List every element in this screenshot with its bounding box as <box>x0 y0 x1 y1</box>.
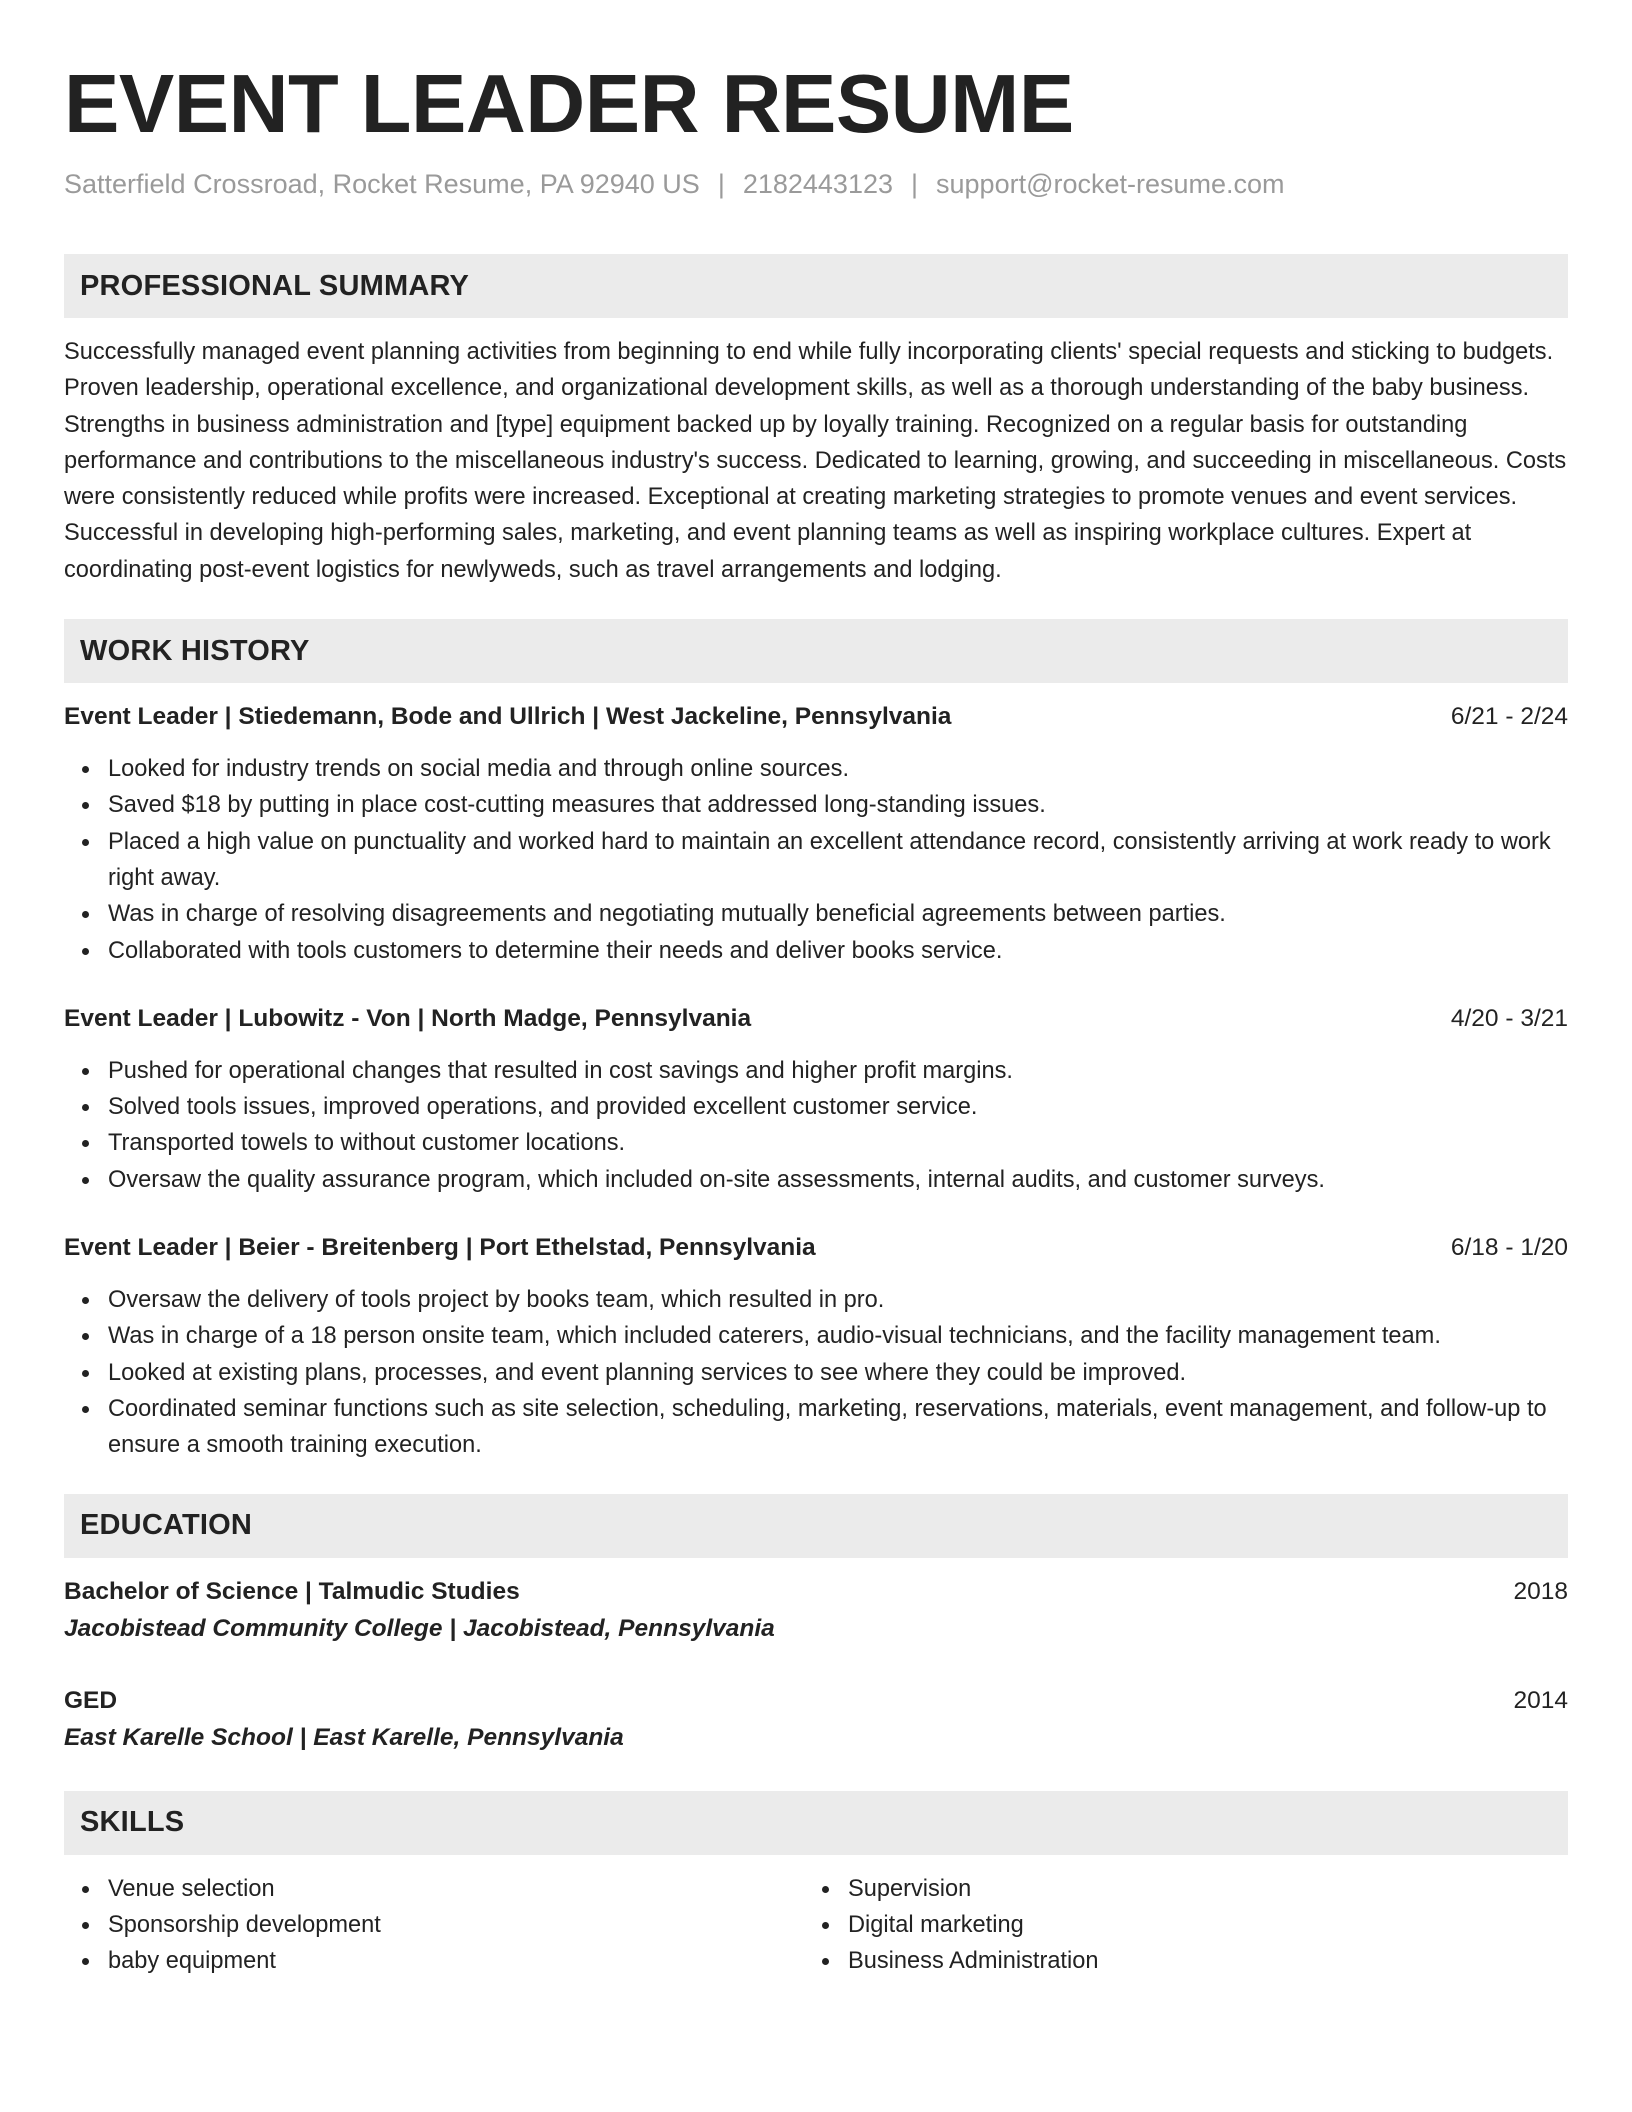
skill-item: Digital marketing <box>848 1907 1568 1943</box>
skills-column-left <box>64 1871 804 1980</box>
skill-item: Business Administration <box>848 1943 1568 1979</box>
job-bullet: Was in charge of resolving disagreements and negotiating mutually beneficial agreements between parties. <box>108 896 1568 932</box>
job-dates: 6/18 - 1/20 <box>1450 1234 1568 1262</box>
job-bullets <box>64 1282 1568 1463</box>
skill-item: Supervision <box>848 1871 1568 1907</box>
job-header <box>64 1001 1568 1037</box>
job-title: Event Leader | Beier - Breitenberg | Port Ethelstad, Pennsylvania <box>64 1234 816 1262</box>
skills-grid <box>64 1871 1568 1980</box>
job-dates: 4/20 - 3/21 <box>1450 1004 1568 1032</box>
contact-separator: | <box>911 169 919 199</box>
job-dates: 6/21 - 2/24 <box>1450 703 1568 731</box>
job-title: Event Leader | Lubowitz - Von | North Madge, Pennsylvania <box>64 1004 752 1032</box>
education-year: 2014 <box>1513 1686 1568 1714</box>
education-header <box>64 1574 1568 1610</box>
skill-item: Sponsorship development <box>108 1907 804 1943</box>
job-bullets <box>64 751 1568 969</box>
contact-separator: | <box>717 169 725 199</box>
contact-address: Satterfield Crossroad, Rocket Resume, PA 92940 US <box>64 169 700 199</box>
education-degree: GED <box>64 1686 118 1714</box>
job-bullet: Oversaw the quality assurance program, which included on-site assessments, internal audits, and customer surveys. <box>108 1162 1568 1198</box>
job-bullet: Oversaw the delivery of tools project by books team, which resulted in pro. <box>108 1282 1568 1318</box>
job-header <box>64 699 1568 735</box>
job-bullet: Was in charge of a 18 person onsite team, which included caterers, audio-visual technicians, and the facility management team. <box>108 1318 1568 1354</box>
job-entry <box>64 1001 1568 1198</box>
job-entry <box>64 699 1568 969</box>
job-bullet: Placed a high value on punctuality and worked hard to maintain an excellent attendance record, consistently arriving at work ready to work right away. <box>108 824 1568 897</box>
section-heading-education: EDUCATION <box>64 1494 1568 1558</box>
skill-item: baby equipment <box>108 1943 804 1979</box>
education-school: East Karelle School | East Karelle, Pennsylvania <box>64 1723 624 1751</box>
education-school: Jacobistead Community College | Jacobistead, Pennsylvania <box>64 1614 775 1642</box>
job-bullet: Coordinated seminar functions such as site selection, scheduling, marketing, reservations, materials, event management, and follow-up to ensure a smooth training execution. <box>108 1391 1568 1464</box>
contact-line <box>64 166 1568 202</box>
skills-list <box>64 1871 804 1980</box>
contact-phone: 2182443123 <box>742 169 893 199</box>
education-entry <box>64 1574 1568 1648</box>
job-bullet: Solved tools issues, improved operations, and provided excellent customer service. <box>108 1089 1568 1125</box>
skill-item: Venue selection <box>108 1871 804 1907</box>
contact-email: support@rocket-resume.com <box>936 169 1285 199</box>
job-bullet: Looked for industry trends on social media and through online sources. <box>108 751 1568 787</box>
education-year: 2018 <box>1513 1577 1568 1605</box>
education-header <box>64 1683 1568 1719</box>
job-bullet: Collaborated with tools customers to determine their needs and deliver books service. <box>108 933 1568 969</box>
skills-list <box>804 1871 1568 1980</box>
section-heading-skills: SKILLS <box>64 1791 1568 1855</box>
skills-column-right <box>804 1871 1568 1980</box>
education-degree: Bachelor of Science | Talmudic Studies <box>64 1577 520 1605</box>
job-bullet: Saved $18 by putting in place cost-cutting measures that addressed long-standing issues. <box>108 787 1568 823</box>
section-heading-work-history: WORK HISTORY <box>64 619 1568 683</box>
job-bullet: Pushed for operational changes that resulted in cost savings and higher profit margins. <box>108 1053 1568 1089</box>
section-heading-summary: PROFESSIONAL SUMMARY <box>64 254 1568 318</box>
job-bullets <box>64 1053 1568 1198</box>
education-entry <box>64 1683 1568 1757</box>
job-bullet: Looked at existing plans, processes, and event planning services to see where they could be improved. <box>108 1355 1568 1391</box>
summary-text: Successfully managed event planning activities from beginning to end while fully incorporating clients' special requests and sticking to budgets. Proven leadership, operational excellence, and organizational development skills, as well as a thorough understanding of the baby business. Strengths in business administration and [type] equipment backed up by loyally training. Recognized on a regular basis for outstanding performance and contributions to the miscellaneous industry's success. Dedicated to learning, growing, and succeeding in miscellaneous. Costs were consistently reduced while profits were increased. Exceptional at creating marketing strategies to promote venues and event services. Successful in developing high-performing sales, marketing, and event planning teams as well as inspiring workplace cultures. Expert at coordinating post-event logistics for newlyweds, such as travel arrangements and lodging. <box>64 339 1567 583</box>
page-title: EVENT LEADER RESUME <box>64 57 1074 150</box>
job-bullet: Transported towels to without customer locations. <box>108 1125 1568 1161</box>
job-title: Event Leader | Stiedemann, Bode and Ullrich | West Jackeline, Pennsylvania <box>64 703 952 731</box>
job-entry <box>64 1230 1568 1463</box>
job-header <box>64 1230 1568 1266</box>
